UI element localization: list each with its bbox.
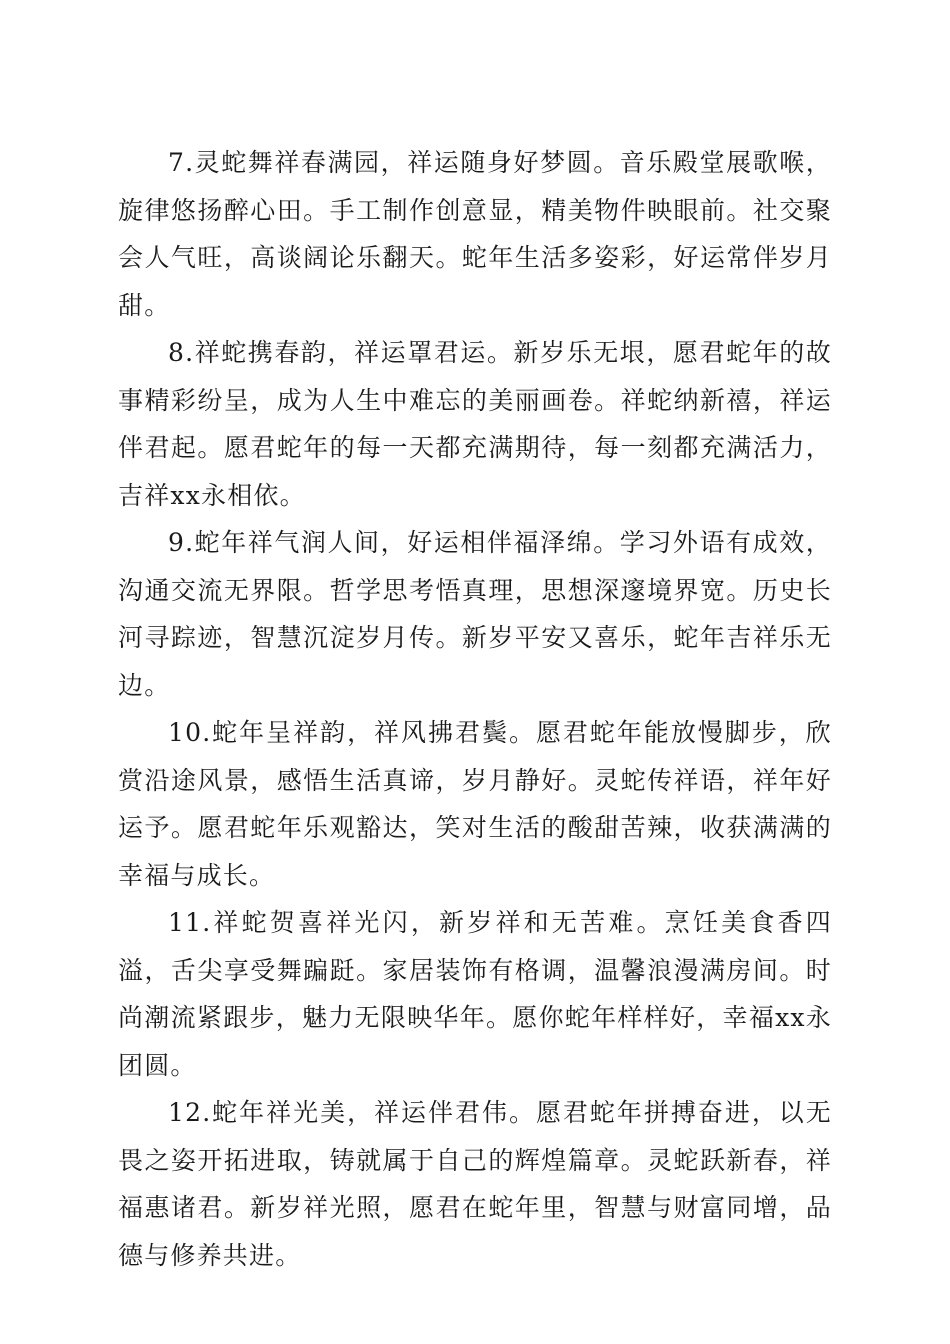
paragraph-11: 11.祥蛇贺喜祥光闪，新岁祥和无苦难。烹饪美食香四溢，舌尖享受舞蹁跹。家居装饰有格调，温馨浪漫满房间。时尚潮流紧跟步，魅力无限映华年。愿你蛇年样样好，幸福xx永团圆。: [118, 908, 832, 1080]
paragraph-9: 9.蛇年祥气润人间，好运相伴福泽绵。学习外语有成效，沟通交流无界限。哲学思考悟真理，思想深邃境界宽。历史长河寻踪迹，智慧沉淀岁月传。新岁平安又喜乐，蛇年吉祥乐无边。: [118, 528, 832, 700]
paragraph-12: 12.蛇年祥光美，祥运伴君伟。愿君蛇年拼搏奋进，以无畏之姿开拓进取，铸就属于自己的辉煌篇章。灵蛇跃新春，祥福惠诸君。新岁祥光照，愿君在蛇年里，智慧与财富同增，品德与修养共进。: [118, 1098, 832, 1270]
paragraph-8: 8.祥蛇携春韵，祥运罩君运。新岁乐无垠，愿君蛇年的故事精彩纷呈，成为人生中难忘的美丽画卷。祥蛇纳新禧，祥运伴君起。愿君蛇年的每一天都充满期待，每一刻都充满活力，吉祥xx永相依。: [118, 338, 832, 510]
document-body: [118, 139, 832, 1279]
paragraph-7: 7.灵蛇舞祥春满园，祥运随身好梦圆。音乐殿堂展歌喉，旋律悠扬醉心田。手工制作创意显，精美物件映眼前。社交聚会人气旺，高谈阔论乐翻天。蛇年生活多姿彩，好运常伴岁月甜。: [118, 148, 832, 320]
paragraph-10: 10.蛇年呈祥韵，祥风拂君鬓。愿君蛇年能放慢脚步，欣赏沿途风景，感悟生活真谛，岁月静好。灵蛇传祥语，祥年好运予。愿君蛇年乐观豁达，笑对生活的酸甜苦辣，收获满满的幸福与成长。: [118, 718, 832, 890]
